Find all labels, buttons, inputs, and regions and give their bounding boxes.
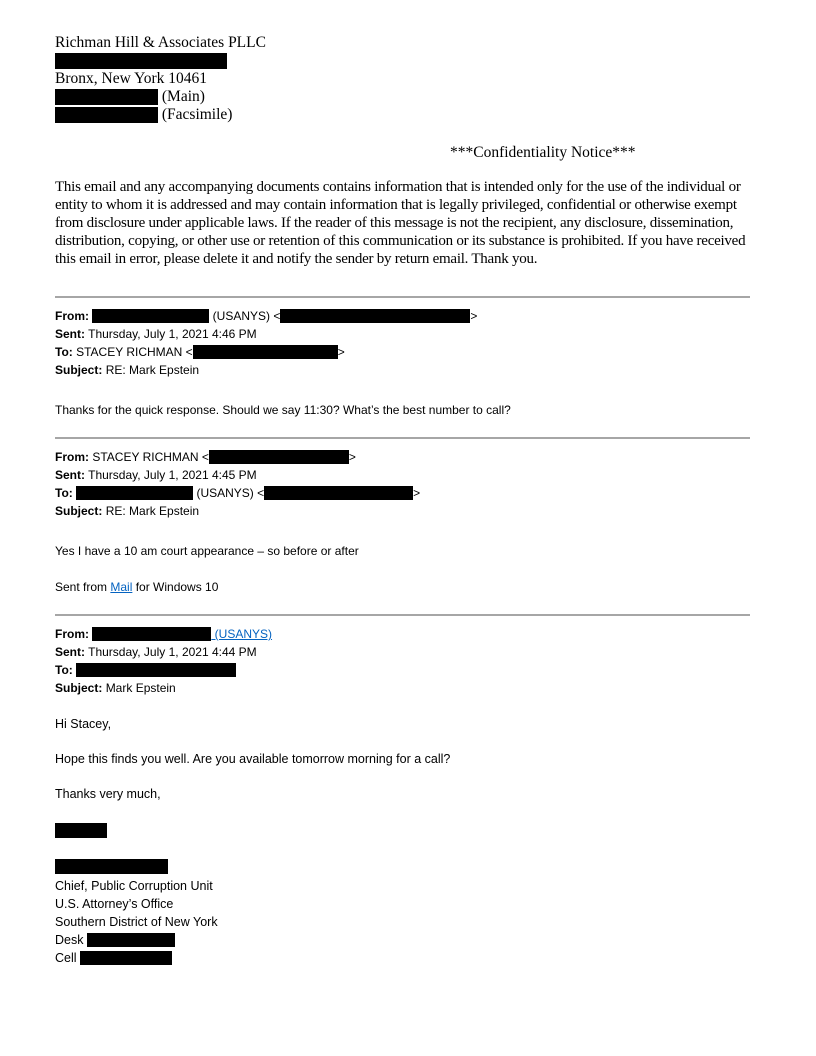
firm-name: Richman Hill & Associates PLLC [55, 34, 266, 51]
email-3-from [55, 625, 755, 643]
subject-value: RE: Mark Epstein [105, 504, 200, 518]
to-label: To: [55, 345, 73, 359]
email-1-subject [55, 361, 755, 379]
subject-value: RE: Mark Epstein [105, 363, 200, 377]
email-2-footer [55, 578, 755, 596]
email-2-to [55, 484, 755, 502]
cell-label: Cell [55, 951, 81, 965]
signature-office: U.S. Attorney’s Office [55, 897, 174, 911]
email-2-from [55, 448, 755, 466]
redaction-bar-recipient [76, 663, 236, 677]
sent-value: Thursday, July 1, 2021 4:46 PM [88, 327, 257, 341]
fax-suffix: (Facsimile) [161, 106, 233, 123]
email-3-closing: Thanks very much, [55, 787, 161, 801]
email-1-to [55, 343, 755, 361]
sent-value: Thursday, July 1, 2021 4:44 PM [88, 645, 257, 659]
email-1-from [55, 307, 755, 325]
sent-label: Sent: [55, 327, 85, 341]
redaction-bar-sender-email [209, 450, 349, 464]
from-close: > [348, 450, 356, 464]
redaction-bar-first-name [55, 823, 107, 838]
redaction-bar-desk-phone [87, 933, 175, 947]
from-label: From: [55, 627, 89, 641]
redaction-bar-fax-phone [55, 107, 158, 123]
email-2-subject [55, 502, 755, 520]
email-2-body: Yes I have a 10 am court appearance – so before or after [55, 544, 359, 558]
sent-value: Thursday, July 1, 2021 4:45 PM [88, 468, 257, 482]
subject-label: Subject: [55, 504, 103, 518]
divider [55, 296, 750, 298]
from-value: STACEY RICHMAN < [92, 450, 209, 464]
sent-label: Sent: [55, 468, 85, 482]
redaction-bar-sender-name [92, 627, 211, 641]
to-close: > [413, 486, 421, 500]
divider [55, 614, 750, 616]
confidentiality-notice-title: ***Confidentiality Notice*** [450, 144, 636, 161]
to-label: To: [55, 663, 73, 677]
email-1-body: Thanks for the quick response. Should we say 11:30? What’s the best number to call? [55, 403, 511, 417]
email-1-header [55, 307, 755, 379]
to-value: STACEY RICHMAN < [76, 345, 193, 359]
subject-value: Mark Epstein [105, 681, 176, 695]
confidentiality-notice-body: This email and any accompanying documents contains information that is intended only for the use of the individual or entity to whom it is addressed and may contain information that is legally privileged, confidential or otherwise exempt from disclosure under applicable laws. If the reader of this message is not the recipient, any disclosure, dissemination, distribution, copying, or other use or retention of this communication or its substance is prohibited. If you have received this email in error, please delete it and notify the sender by return email. Thank you. [55, 179, 746, 267]
email-2-sent [55, 466, 755, 484]
signature-desk [55, 931, 755, 949]
signature-district: Southern District of New York [55, 915, 218, 929]
to-label: To: [55, 486, 73, 500]
redaction-bar-recipient-email [193, 345, 338, 359]
signature-block [55, 823, 755, 967]
signature-cell [55, 949, 755, 967]
redaction-bar-sender-name [92, 309, 209, 323]
redaction-bar-recipient-name [76, 486, 193, 500]
email-3-subject [55, 679, 755, 697]
footer-post: for Windows 10 [132, 580, 219, 594]
redaction-bar-main-phone [55, 89, 158, 105]
redaction-bar-cell-phone [80, 951, 172, 965]
email-3-sent [55, 643, 755, 661]
sent-label: Sent: [55, 645, 85, 659]
subject-label: Subject: [55, 681, 103, 695]
email-1-sent [55, 325, 755, 343]
redaction-bar-full-name [55, 859, 168, 874]
to-close: > [337, 345, 345, 359]
letterhead-city: Bronx, New York 10461 [55, 70, 207, 87]
from-label: From: [55, 309, 89, 323]
email-3-body: Hope this finds you well. Are you available tomorrow morning for a call? [55, 752, 451, 766]
email-3-header [55, 625, 755, 697]
main-phone-suffix: (Main) [161, 88, 205, 105]
email-3-to [55, 661, 755, 679]
redaction-bar-address [55, 53, 227, 69]
redaction-bar-recipient-email [264, 486, 413, 500]
from-close: > [470, 309, 478, 323]
divider [55, 437, 750, 439]
email-3-greeting: Hi Stacey, [55, 717, 112, 731]
desk-label: Desk [55, 933, 87, 947]
email-2-header [55, 448, 755, 520]
footer-pre: Sent from [55, 580, 111, 594]
usanys-sender-link[interactable]: (USANYS) [211, 627, 273, 641]
mail-app-link[interactable]: Mail [110, 580, 133, 594]
from-domain: (USANYS) < [209, 309, 281, 323]
from-label: From: [55, 450, 89, 464]
subject-label: Subject: [55, 363, 103, 377]
letterhead [55, 34, 755, 124]
to-domain: (USANYS) < [193, 486, 265, 500]
redaction-bar-sender-email [280, 309, 470, 323]
signature-title: Chief, Public Corruption Unit [55, 879, 213, 893]
